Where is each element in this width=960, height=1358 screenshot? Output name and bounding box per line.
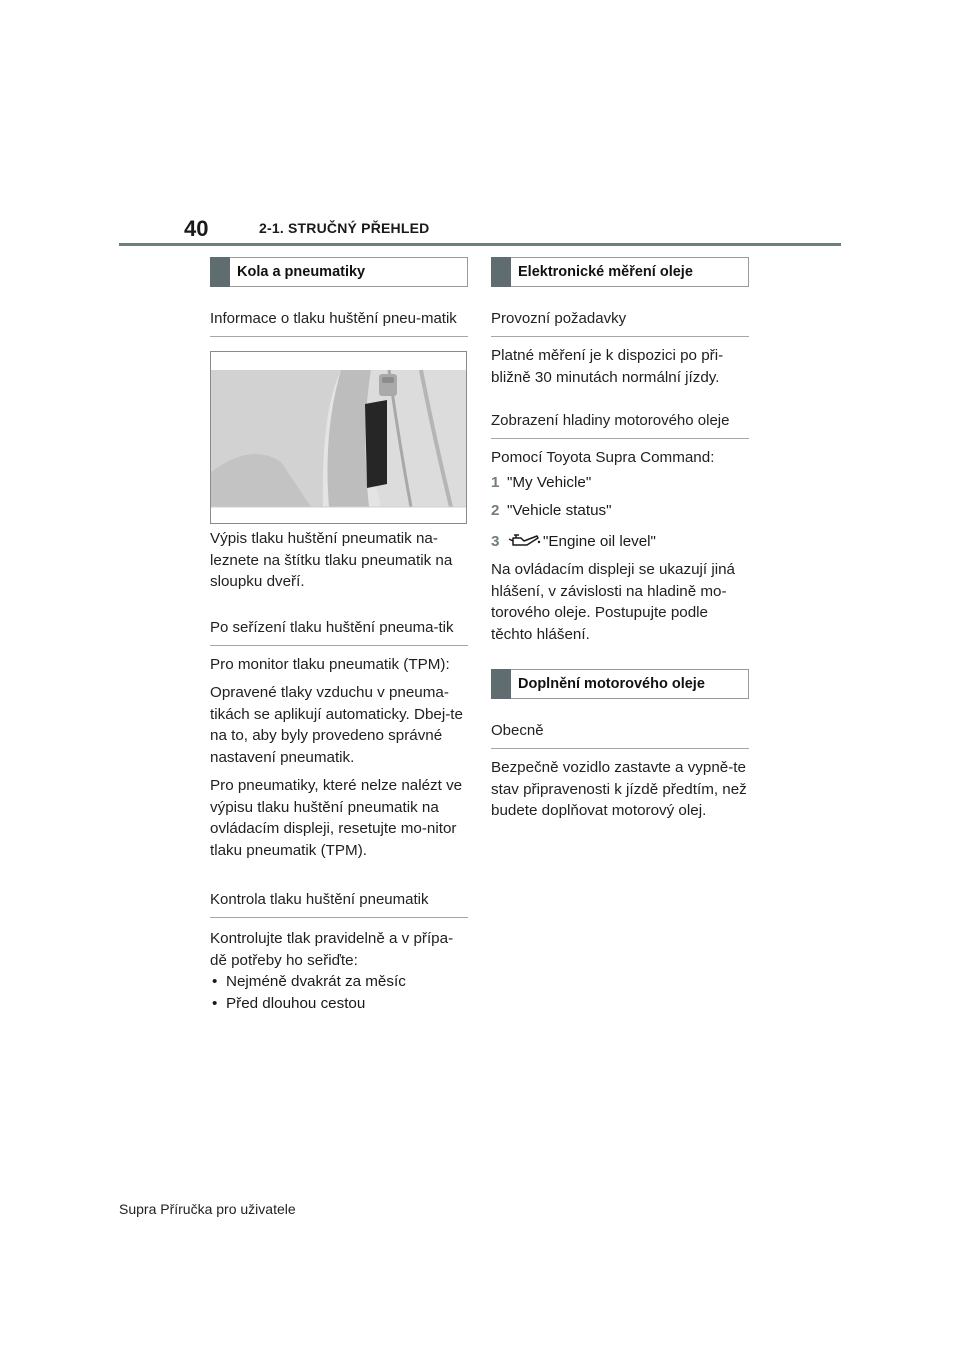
section-title: Kola a pneumatiky <box>237 264 366 280</box>
bullet-list <box>210 971 468 1014</box>
paragraph-tpm: Pro monitor tlaku pneumatik (TPM): <box>210 655 450 673</box>
subheading-general: Obecně <box>491 721 749 749</box>
step-number: 3 <box>491 532 500 550</box>
list-item: • Před dlouhou cestou <box>210 993 468 1015</box>
step-item <box>491 531 749 553</box>
subheading-oil-level-display: Zobrazení hladiny motorového oleje <box>491 411 749 439</box>
section-header-add-oil <box>491 669 749 699</box>
step-item <box>491 472 749 494</box>
left-column <box>210 257 468 1014</box>
section-marker <box>491 257 511 287</box>
door-pillar-image <box>211 352 467 524</box>
paragraph-stop-vehicle: Bezpečně vozidlo zastavte a vypně-te stav připravenosti k jízdě předtím, než budete doplňovat motorový olej. <box>491 759 747 819</box>
step-text: "Engine oil level" <box>543 532 656 550</box>
section-header-wheels <box>210 257 468 287</box>
paragraph-tire-pressure-list: Výpis tlaku huštění pneumatik na-leznete na štítku tlaku pneumatik na sloupku dveří. <box>210 530 453 590</box>
step-text: "My Vehicle" <box>507 473 592 491</box>
paragraph-reset-tpm: Pro pneumatiky, které nelze nalézt ve výpisu tlaku huštění pneumatik na ovládacím displeji, resetujte mo-nitor tlaku pneumatik (TPM). <box>210 777 463 859</box>
subheading-check-pressure: Kontrola tlaku huštění pneumatik <box>210 890 468 918</box>
section-title: Elektronické měření oleje <box>518 264 693 280</box>
header-rule <box>119 243 841 246</box>
step-item <box>491 500 749 522</box>
right-column <box>491 257 749 822</box>
paragraph-supra-command: Pomocí Toyota Supra Command: <box>491 449 715 466</box>
footer-text: Supra Příručka pro uživatele <box>119 1201 296 1217</box>
paragraph-display-messages: Na ovládacím displeji se ukazují jiná hlášení, v závislosti na hladině mo-torového oleje. Postupujte podle těchto hlášení. <box>491 561 735 643</box>
step-number: 1 <box>491 473 500 491</box>
section-header-oil-measurement <box>491 257 749 287</box>
section-marker <box>491 669 511 699</box>
page-number: 40 <box>184 216 209 241</box>
list-item: • Nejméně dvakrát za měsíc <box>210 971 468 993</box>
step-text: "Vehicle status" <box>507 502 612 519</box>
step-number: 2 <box>491 502 500 519</box>
subheading-after-adjustment: Po seřízení tlaku huštění pneuma-tik <box>210 618 468 646</box>
chapter-title: 2-1. STRUČNÝ PŘEHLED <box>259 220 430 236</box>
section-title: Doplnění motorového oleje <box>518 676 705 692</box>
subheading-tire-pressure-info: Informace o tlaku huštění pneu-matik <box>210 309 468 337</box>
oil-can-icon <box>507 533 541 549</box>
door-pillar-illustration <box>210 351 467 524</box>
paragraph-check-regularly: Kontrolujte tlak pravidelně a v přípa-dě potřeby ho seřiďte: <box>210 930 454 969</box>
paragraph-corrected-pressures: Opravené tlaky vzduchu v pneuma-tikách se aplikují automaticky. Dbej-te na to, aby byly provedeno správné nastavení pneumatik. <box>210 684 463 766</box>
subheading-operating-requirements: Provozní požadavky <box>491 309 749 337</box>
section-marker <box>210 257 230 287</box>
paragraph-valid-measurement: Platné měření je k dispozici po při-bližně 30 minutách normální jízdy. <box>491 347 724 386</box>
